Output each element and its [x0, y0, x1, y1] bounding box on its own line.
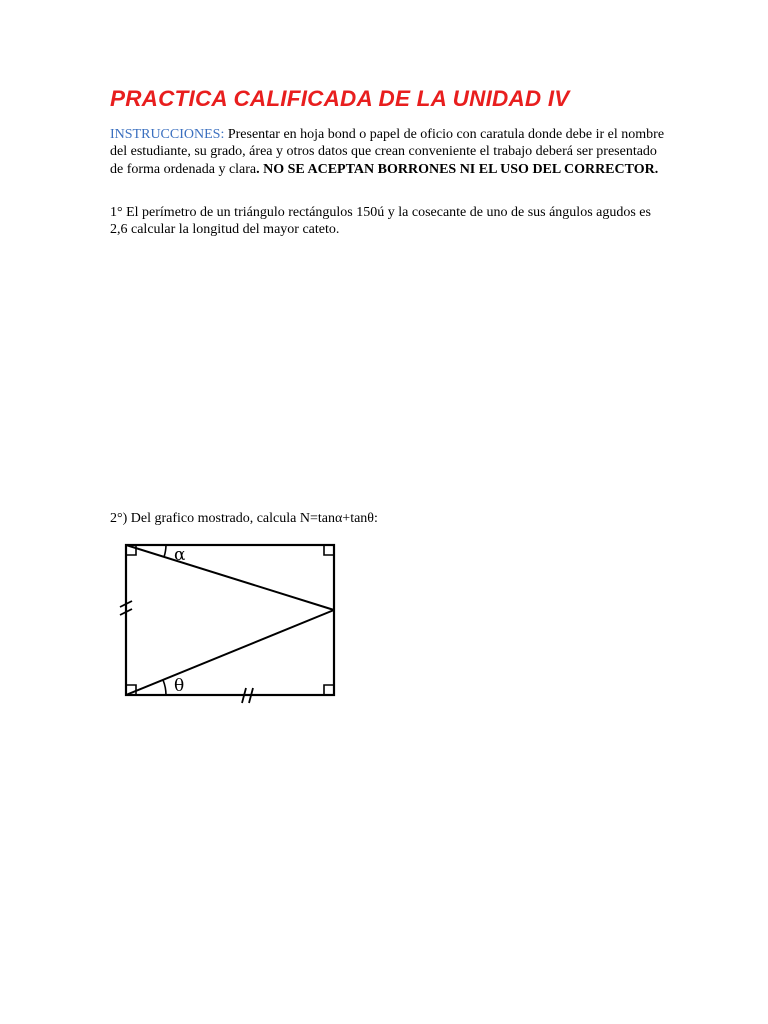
question-1: 1° El perímetro de un triángulo rectángulos 150ú y la cosecante de uno de sus ángulos agudos es 2,6 calcular la longitud del mayor cateto. [110, 205, 651, 238]
angle-arc-theta [163, 680, 166, 695]
upper-diagonal [126, 545, 334, 610]
right-angle-bottom-right [324, 685, 334, 695]
geometry-figure [110, 535, 350, 710]
right-angle-top-right [324, 545, 334, 555]
angle-label-alpha: α [174, 545, 186, 565]
outer-rectangle [126, 545, 334, 695]
instructions-warning: . NO SE ACEPTAN BORRONES NI EL USO DEL CORRECTOR. [256, 161, 659, 177]
rectangle-triangle-diagram [110, 535, 350, 710]
lower-diagonal [126, 610, 334, 695]
instructions-body: Presentar en hoja bond o papel de oficio con caratula donde debe ir el nombre del estudiante, su grado, área y otros datos que crean conveniente el trabajo deberá ser presentado de forma ordenada y clara [110, 127, 665, 177]
page-title: PRACTICA CALIFICADA DE LA UNIDAD IV [110, 86, 570, 111]
instructions-paragraph [110, 126, 665, 178]
question-2: 2°) Del grafico mostrado, calcula N=tanα+tanθ: [110, 511, 378, 526]
angle-arc-alpha [164, 545, 166, 557]
instructions-label: INSTRUCCIONES: [110, 127, 225, 142]
angle-label-theta: θ [174, 676, 185, 696]
